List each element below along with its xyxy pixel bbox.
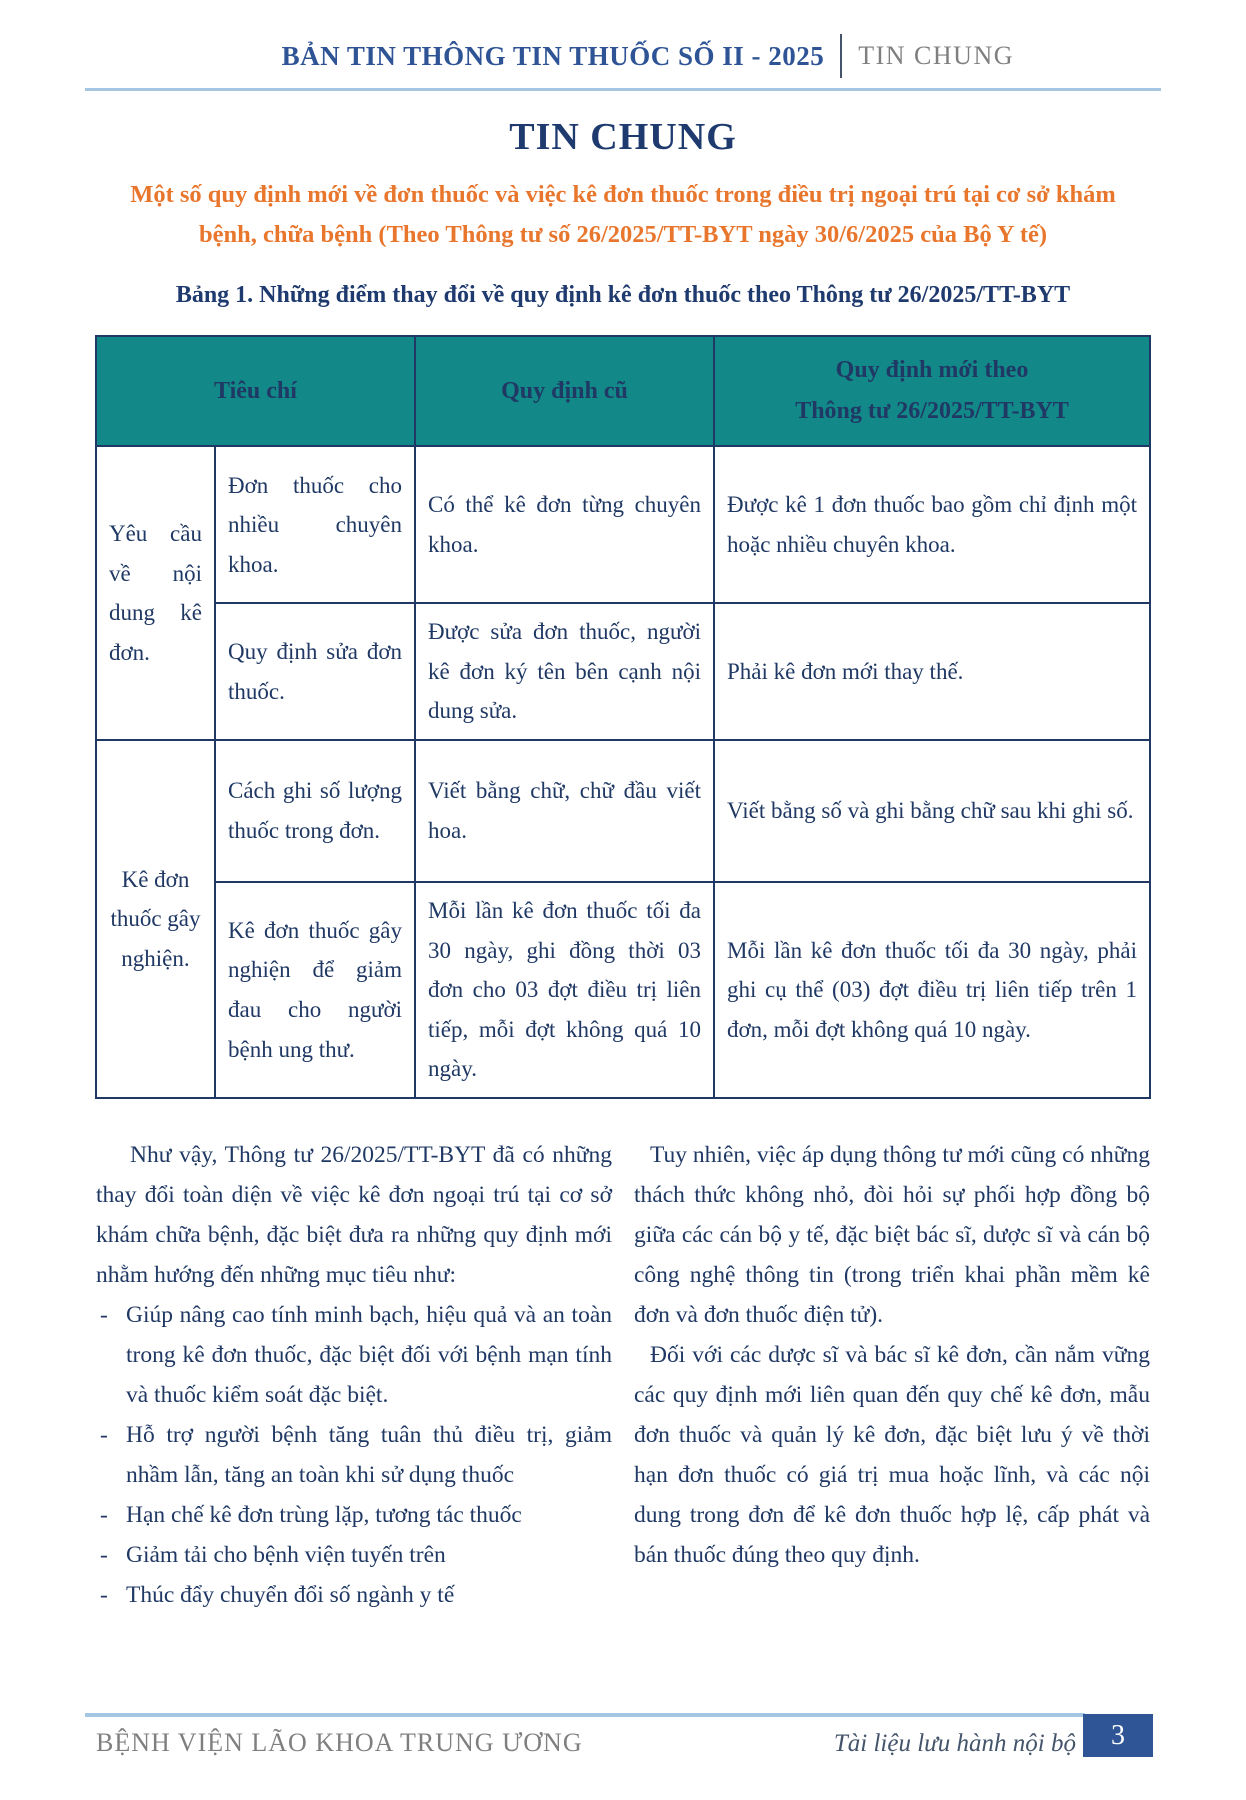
bullet-marker: -	[100, 1422, 108, 1449]
group-cell-content-requirements: Yêu cầu về nội dung kê đơn.	[96, 446, 215, 740]
bullet-marker: -	[100, 1542, 108, 1569]
table-row	[96, 446, 1150, 603]
bullet-text: Giảm tải cho bệnh viện tuyến trên	[126, 1542, 446, 1569]
right-paragraph-2: Đối với các dược sĩ và bác sĩ kê đơn, cần nắm vững các quy định mới liên quan đến quy chế kê đơn, mẫu đơn thuốc và quản lý kê đơn, đặc biệt lưu ý về thời hạn đơn thuốc có giá trị mua hoặc lĩnh, và các nội dung trong đơn để kê đơn thuốc hợp lệ, cấp phát và bán thuốc đúng theo quy định.	[634, 1342, 1150, 1569]
header-cell-criteria: Tiêu chí	[96, 336, 415, 446]
cell-r2-criteria: Quy định sửa đơn thuốc.	[215, 603, 415, 740]
regulation-comparison-table	[95, 335, 1151, 1099]
list-item	[96, 1495, 612, 1535]
cell-r2-old: Được sửa đơn thuốc, người kê đơn ký tên bên cạnh nội dung sửa.	[415, 603, 714, 740]
header-rule	[85, 88, 1161, 91]
article-subtitle: Một số quy định mới về đơn thuốc và việc kê đơn thuốc trong điều trị ngoại trú tại cơ sở khám bệnh, chữa bệnh (Theo Thông tư số 26/2025/TT-BYT ngày 30/6/2025 của Bộ Y tế)	[130, 181, 1116, 248]
header-cell-old: Quy định cũ	[415, 336, 714, 446]
bullet-text: Hỗ trợ người bệnh tăng tuân thủ điều trị, giảm nhầm lẫn, tăng an toàn khi sử dụng thuốc	[126, 1422, 612, 1489]
cell-r1-new: Được kê 1 đơn thuốc bao gồm chỉ định một hoặc nhiều chuyên khoa.	[714, 446, 1150, 603]
right-paragraph-1: Tuy nhiên, việc áp dụng thông tư mới cũng có những thách thức không nhỏ, đòi hỏi sự phối hợp đồng bộ giữa các cán bộ y tế, đặc biệt bác sĩ, dược sĩ và cán bộ công nghệ thông tin (trong triển khai phần mềm kê đơn và đơn thuốc điện tử).	[634, 1142, 1150, 1329]
bullet-marker: -	[100, 1582, 108, 1609]
table-row	[96, 603, 1150, 740]
table-caption: Bảng 1. Những điểm thay đổi về quy định kê đơn thuốc theo Thông tư 26/2025/TT-BYT	[175, 282, 1071, 309]
bulletin-title: BẢN TIN THÔNG TIN THUỐC SỐ II - 2025	[281, 40, 825, 71]
table-row	[96, 740, 1150, 882]
header-cell-new-line2: Thông tư 26/2025/TT-BYT	[795, 398, 1069, 425]
bullet-text: Giúp nâng cao tính minh bạch, hiệu quả và an toàn trong kê đơn thuốc, đặc biệt đối với bệnh mạn tính và thuốc kiểm soát đặc biệt.	[126, 1302, 612, 1409]
cell-r4-old: Mỗi lần kê đơn thuốc tối đa 30 ngày, ghi đồng thời 03 đơn cho 03 đợt điều trị liên tiếp, mỗi đợt không quá 10 ngày.	[415, 882, 714, 1098]
bullet-marker: -	[100, 1502, 108, 1529]
footer-rule	[85, 1713, 1085, 1717]
cell-r3-new: Viết bằng số và ghi bằng chữ sau khi ghi số.	[714, 740, 1150, 882]
header-cell-new	[714, 336, 1150, 446]
cell-r1-criteria: Đơn thuốc cho nhiều chuyên khoa.	[215, 446, 415, 603]
header-divider	[840, 34, 842, 78]
list-item	[96, 1535, 612, 1575]
running-header	[0, 0, 1246, 78]
bullet-text: Thúc đẩy chuyển đổi số ngành y tế	[126, 1582, 455, 1609]
footer-note: Tài liệu lưu hành nội bộ	[833, 1730, 1076, 1757]
body-column-right	[634, 1135, 1150, 1615]
footer-organization: BỆNH VIỆN LÃO KHOA TRUNG ƯƠNG	[96, 1728, 583, 1757]
list-item	[96, 1295, 612, 1415]
group-cell-narcotic-prescription: Kê đơn thuốc gây nghiện.	[96, 740, 215, 1098]
list-item	[96, 1575, 612, 1615]
cell-r3-old: Viết bằng chữ, chữ đầu viết hoa.	[415, 740, 714, 882]
cell-r1-old: Có thể kê đơn từng chuyên khoa.	[415, 446, 714, 603]
table-header-row	[96, 336, 1150, 446]
page-number-badge: 3	[1083, 1714, 1153, 1757]
bullet-text: Hạn chế kê đơn trùng lặp, tương tác thuốc	[126, 1502, 522, 1529]
header-section-label: TIN CHUNG	[858, 41, 1014, 70]
cell-r4-new: Mỗi lần kê đơn thuốc tối đa 30 ngày, phải ghi cụ thể (03) đợt điều trị liên tiếp trên 1 đơn, mỗi đợt không quá 10 ngày.	[714, 882, 1150, 1098]
cell-r2-new: Phải kê đơn mới thay thế.	[714, 603, 1150, 740]
header-cell-new-line1: Quy định mới theo	[835, 357, 1029, 384]
list-item	[96, 1415, 612, 1495]
body-columns	[96, 1135, 1150, 1615]
bullet-marker: -	[100, 1302, 108, 1329]
body-column-left	[96, 1135, 612, 1615]
left-intro-paragraph: Như vậy, Thông tư 26/2025/TT-BYT đã có những thay đổi toàn diện về việc kê đơn ngoại trú tại cơ sở khám chữa bệnh, đặc biệt đưa ra những quy định mới nhằm hướng đến những mục tiêu như:	[96, 1142, 612, 1289]
cell-r4-criteria: Kê đơn thuốc gây nghiện để giảm đau cho người bệnh ung thư.	[215, 882, 415, 1098]
cell-r3-criteria: Cách ghi số lượng thuốc trong đơn.	[215, 740, 415, 882]
table-row	[96, 882, 1150, 1098]
page-title: TIN CHUNG	[509, 116, 737, 158]
